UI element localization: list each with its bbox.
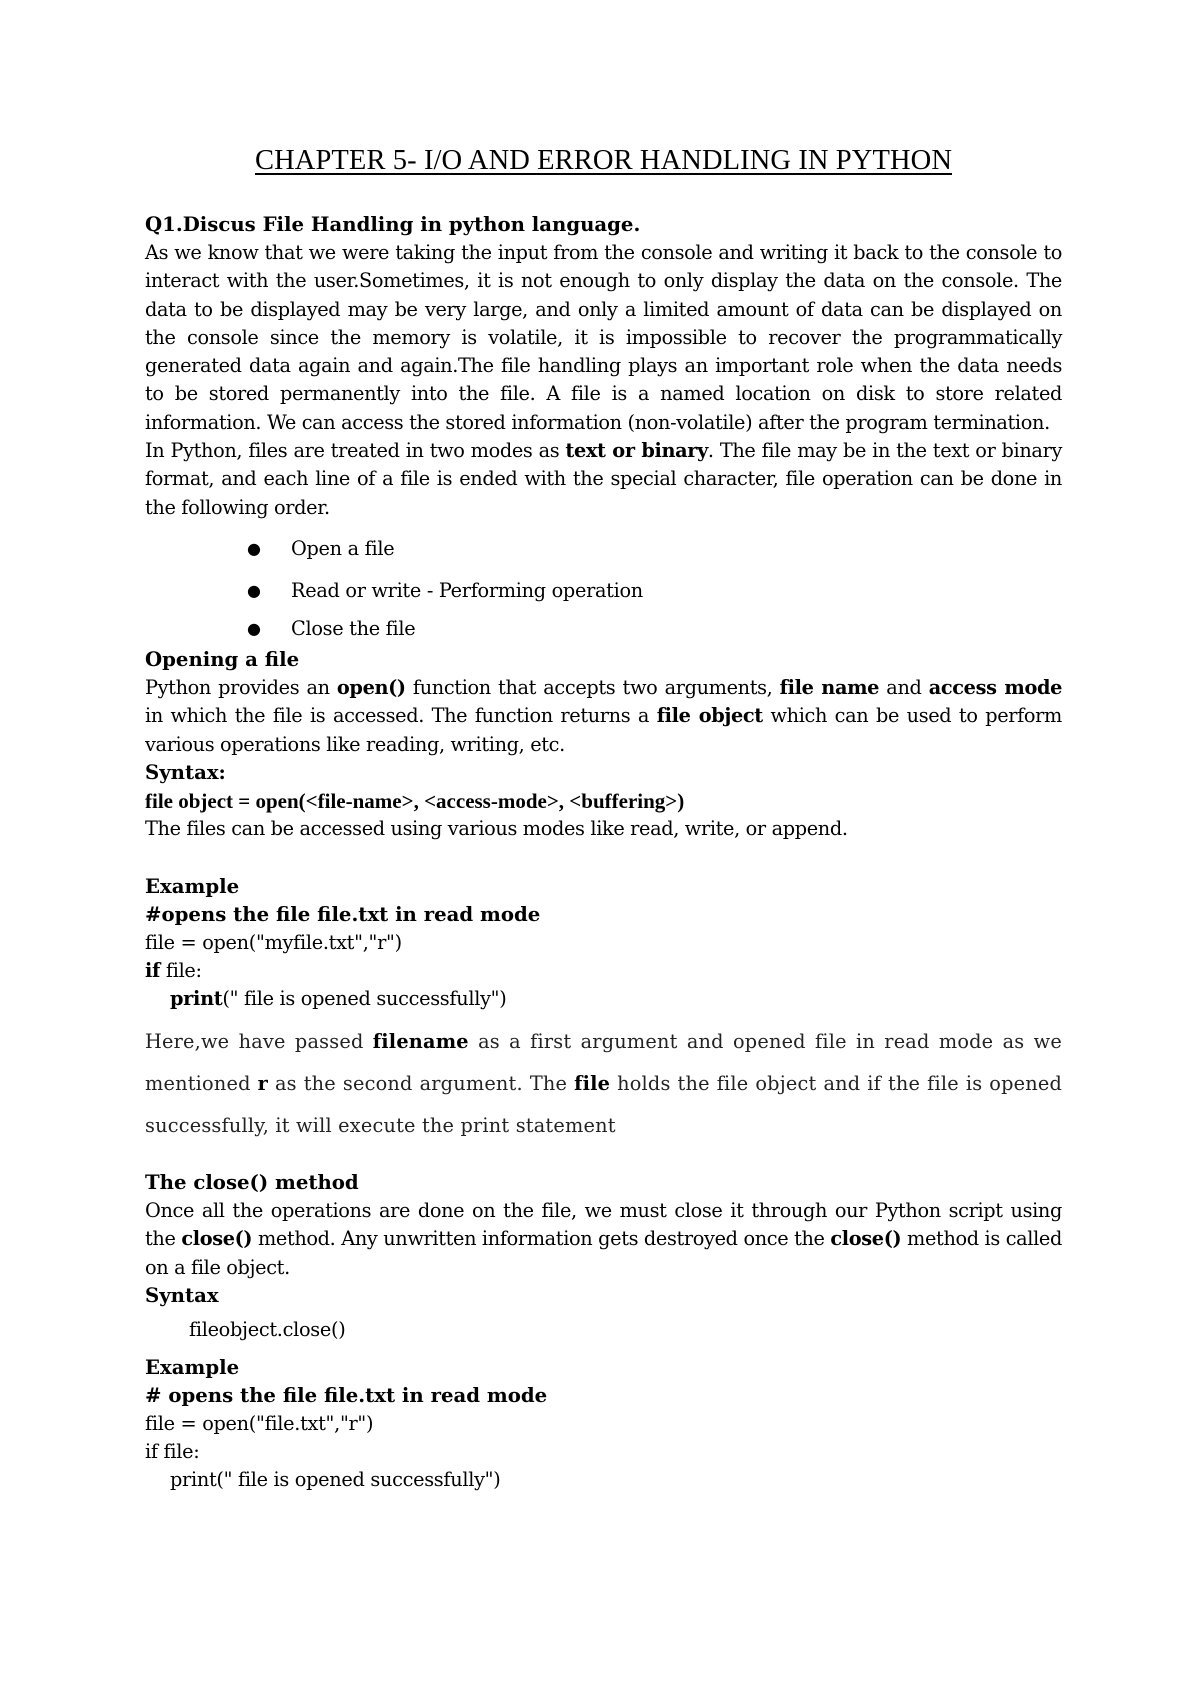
bold-run: close() [181,1227,253,1251]
text-run: Here,we have passed [145,1030,373,1054]
list-item-text: Read or write - Performing operation [291,578,643,602]
list-item [247,528,1062,570]
example-2-line-2: if file: [145,1440,200,1464]
close-heading: The close() method [145,1171,359,1195]
text-run: . The file may be in the text or binary format, and each line of a file is ended with the special character, file operation can be done in the following order. [145,439,1062,519]
chapter-title: CHAPTER 5- I/O AND ERROR HANDLING IN PYTHON [255,145,952,176]
text-run: file: [160,959,202,983]
modes-text: The files can be accessed using various modes like read, write, or append. [145,816,848,840]
text-run: (" file is opened successfully") [222,987,507,1011]
text-run: as the second argument. The [267,1072,575,1096]
example-2-line-3: print(" file is opened successfully") [170,1468,501,1492]
example-1-line-3 [145,985,1062,1013]
text-run: method is called on a file object. [145,1227,1062,1279]
list-item [247,612,1062,646]
syntax-label: Syntax: [145,760,226,784]
bold-run: open() [336,675,406,699]
text-run: holds the file object and if the file is opened successfully, it will execute the print statement [145,1072,1063,1138]
text-run: In Python, files are treated in two modes as [145,439,566,463]
text-run: Python provides an [145,675,337,699]
opening-heading: Opening a file [145,647,300,671]
bold-run: text or binary [565,439,708,463]
bold-run: file name [779,675,880,699]
text-run: method. Any unwritten information gets destroyed once the [252,1227,831,1251]
close-paragraph [145,1197,1062,1282]
file-operation-list [145,528,1062,646]
text-run: and [879,675,929,699]
example-2-label: Example [145,1356,240,1380]
q1-paragraph-1: As we know that we were taking the input from the console and writing it back to the console to interact with the user.Sometimes, it is not enough to only display the data on the console. The data to be displayed may be very large, and only a limited amount of data can be displayed on the console since the memory is volatile, it is impossible to recover the programmatically generated data again and again.The file handling plays an important role when the data needs to be stored permanently into the file. A file is a named location on disk to store related information. We can access the stored information (non-volatile) after the program termination. [145,241,1062,434]
text-run: which can be used to perform various operations like reading, writing, etc. [145,704,1062,756]
bold-run: access mode [928,675,1063,699]
example-1-label: Example [145,875,240,899]
example-1-line-2 [145,957,1062,985]
opening-paragraph [145,674,1062,759]
bullet-icon: ● [247,618,261,638]
bullet-icon: ● [247,538,261,558]
q1-heading: Q1.Discus File Handling in python language. [145,213,641,236]
example-1-line-1: file = open("myfile.txt","r") [145,931,402,955]
close-syntax-label: Syntax [145,1284,219,1308]
bold-run: file object [656,704,763,728]
spacer [145,843,1062,873]
text-run: in which the file is accessed. The function returns a [145,704,657,728]
list-item-text: Open a file [291,536,395,560]
list-item-text: Close the file [291,616,416,640]
text-run: Once all the operations are done on the file, we must close it through our Python script using the [145,1199,1062,1251]
example-1-explanation [145,1021,1062,1147]
text-run: as a first argument and opened file in read mode as we mentioned [145,1030,1062,1096]
open-syntax-code: file object = open(<file-name>, <access-mode>, <buffering>) [145,788,685,813]
close-syntax-code: fileobject.close() [189,1318,346,1342]
bold-run: close() [830,1227,902,1251]
bold-run: filename [372,1030,469,1054]
example-1-comment: #opens the file file.txt in read mode [145,903,541,927]
spacer [145,1147,1062,1169]
bold-run: file [574,1072,611,1096]
keyword: print [170,987,223,1011]
text-run: function that accepts two arguments, [405,675,780,699]
keyword: if [145,959,161,983]
bullet-icon: ● [247,580,261,600]
q1-paragraph-2 [145,437,1062,522]
example-2-comment: # opens the file file.txt in read mode [145,1384,548,1408]
example-2-line-1: file = open("file.txt","r") [145,1412,374,1436]
page-content [145,141,1062,1494]
bold-run: r [257,1072,268,1096]
list-item [247,570,1062,612]
